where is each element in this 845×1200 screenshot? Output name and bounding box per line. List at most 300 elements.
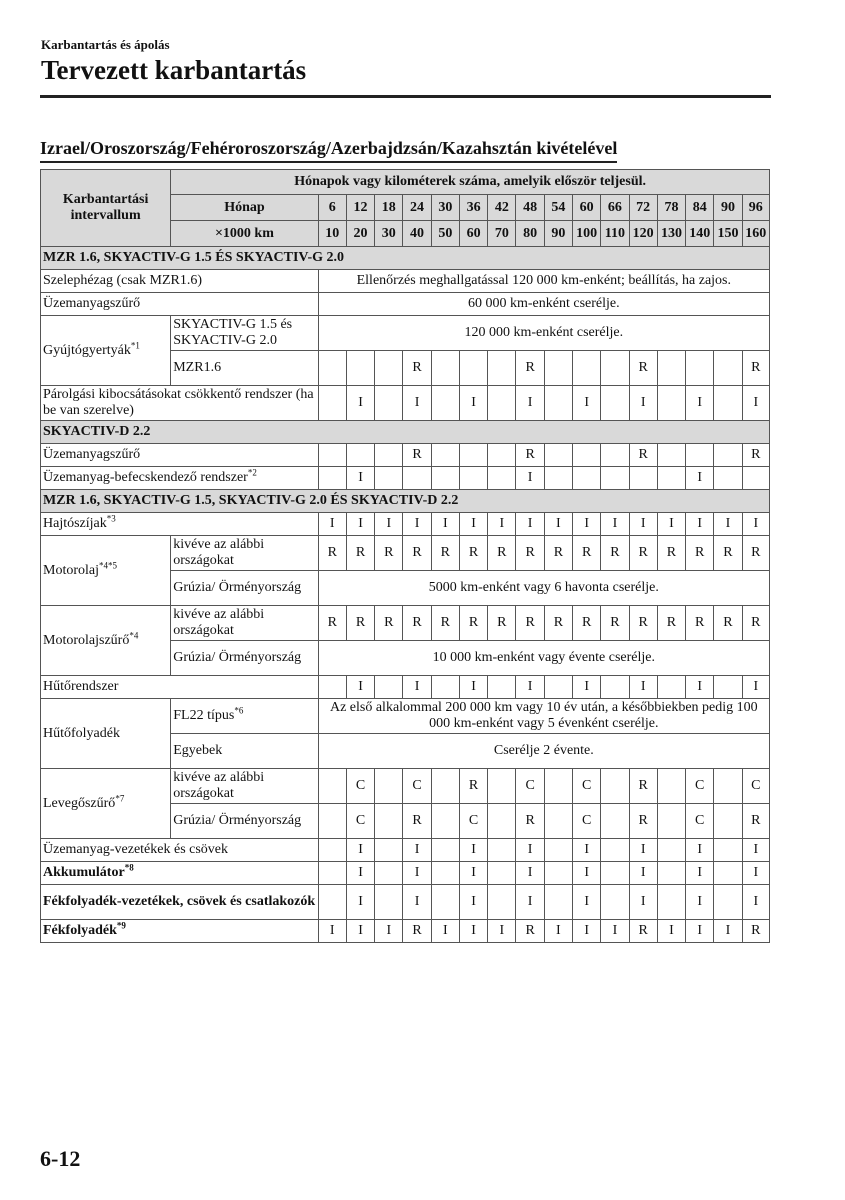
schedule-cell: I — [742, 676, 769, 699]
km-value: 130 — [657, 221, 685, 247]
schedule-cell: I — [431, 513, 459, 536]
schedule-cell: I — [403, 513, 431, 536]
km-value: 90 — [544, 221, 572, 247]
schedule-cell — [544, 804, 572, 839]
item-sublabel-text: Grúzia/ Örményország — [173, 580, 302, 595]
schedule-cell: I — [488, 513, 516, 536]
group-title: SKYACTIV-D 2.2 — [41, 421, 770, 444]
schedule-cell — [318, 676, 346, 699]
schedule-cell — [375, 804, 403, 839]
km-value: 10 — [318, 221, 346, 247]
table-row — [41, 513, 770, 536]
schedule-cell — [431, 839, 459, 862]
item-label — [41, 536, 171, 606]
item-sublabel-text: kivéve az alábbi országokat — [173, 607, 265, 638]
schedule-cell — [488, 444, 516, 467]
item-label — [41, 885, 319, 920]
item-label — [41, 606, 171, 676]
schedule-cell — [714, 862, 742, 885]
schedule-cell: I — [742, 386, 769, 421]
schedule-cell: I — [573, 839, 601, 862]
item-sublabel-text: FL22 típus — [173, 708, 235, 723]
schedule-cell — [346, 444, 374, 467]
schedule-cell: I — [459, 386, 487, 421]
schedule-cell: I — [544, 920, 572, 943]
schedule-cell: R — [629, 606, 657, 641]
table-row — [41, 839, 770, 862]
schedule-cell: I — [459, 920, 487, 943]
table-row — [41, 885, 770, 920]
schedule-cell — [686, 351, 714, 386]
item-label-text: Levegőszűrő — [43, 795, 116, 811]
months-label: Hónap — [171, 195, 318, 221]
schedule-cell: R — [403, 606, 431, 641]
schedule-cell: I — [629, 839, 657, 862]
schedule-cell: R — [516, 444, 544, 467]
schedule-cell: C — [686, 769, 714, 804]
schedule-cell — [657, 467, 685, 490]
schedule-cell: R — [686, 536, 714, 571]
schedule-cell: R — [573, 536, 601, 571]
schedule-cell: C — [346, 769, 374, 804]
item-label-text: Hűtőfolyadék — [43, 725, 120, 741]
schedule-cell — [544, 862, 572, 885]
schedule-cell — [318, 839, 346, 862]
schedule-cell: R — [544, 606, 572, 641]
schedule-cell — [431, 444, 459, 467]
schedule-cell: I — [601, 920, 629, 943]
schedule-cell — [742, 467, 769, 490]
schedule-cell: I — [573, 676, 601, 699]
header-row-caption — [41, 170, 770, 195]
schedule-cell — [375, 386, 403, 421]
schedule-cell — [629, 467, 657, 490]
schedule-cell: C — [346, 804, 374, 839]
item-sublabel — [171, 641, 318, 676]
schedule-cell: I — [573, 885, 601, 920]
item-sublabel — [171, 606, 318, 641]
schedule-cell — [601, 351, 629, 386]
schedule-cell — [573, 351, 601, 386]
schedule-cell: R — [714, 606, 742, 641]
schedule-cell: I — [714, 920, 742, 943]
item-label — [41, 293, 319, 316]
page-title: Tervezett karbantartás — [41, 55, 307, 85]
schedule-cell: R — [629, 769, 657, 804]
schedule-cell — [544, 444, 572, 467]
month-value: 66 — [601, 195, 629, 221]
schedule-cell: C — [573, 804, 601, 839]
item-label-text: Gyújtógyertyák — [43, 342, 131, 358]
item-sublabel — [171, 699, 318, 734]
item-sublabel — [171, 734, 318, 769]
schedule-cell: R — [488, 606, 516, 641]
table-row — [41, 699, 770, 734]
schedule-cell: I — [686, 676, 714, 699]
footnote-ref: *8 — [124, 862, 134, 873]
schedule-cell — [318, 804, 346, 839]
km-value: 60 — [459, 221, 487, 247]
km-value: 30 — [375, 221, 403, 247]
schedule-cell: I — [403, 862, 431, 885]
schedule-cell: I — [629, 885, 657, 920]
item-sublabel — [171, 769, 318, 804]
km-value: 120 — [629, 221, 657, 247]
schedule-cell: R — [629, 804, 657, 839]
month-value: 30 — [431, 195, 459, 221]
table-row — [41, 676, 770, 699]
schedule-cell: R — [459, 769, 487, 804]
schedule-cell: I — [686, 513, 714, 536]
km-value: 140 — [686, 221, 714, 247]
schedule-cell: I — [403, 386, 431, 421]
schedule-cell — [346, 351, 374, 386]
month-value: 6 — [318, 195, 346, 221]
schedule-cell — [714, 444, 742, 467]
schedule-cell — [431, 386, 459, 421]
item-sublabel — [171, 804, 318, 839]
schedule-cell: R — [544, 536, 572, 571]
item-sublabel-text: MZR1.6 — [173, 360, 222, 375]
schedule-cell — [318, 444, 346, 467]
schedule-cell: R — [629, 920, 657, 943]
schedule-cell: R — [657, 536, 685, 571]
schedule-cell — [714, 351, 742, 386]
schedule-cell — [488, 386, 516, 421]
schedule-cell: R — [403, 920, 431, 943]
schedule-cell: R — [657, 606, 685, 641]
schedule-cell — [544, 676, 572, 699]
km-value: 50 — [431, 221, 459, 247]
schedule-cell — [714, 467, 742, 490]
item-label-text: Motorolajszűrő — [43, 632, 130, 648]
schedule-cell: R — [318, 536, 346, 571]
schedule-cell: R — [601, 606, 629, 641]
schedule-cell: I — [544, 513, 572, 536]
month-value: 36 — [459, 195, 487, 221]
item-label-text: Fékfolyadék-vezetékek, csövek és csatlakozók — [43, 894, 316, 909]
schedule-cell — [375, 351, 403, 386]
schedule-cell — [601, 862, 629, 885]
schedule-cell: R — [516, 351, 544, 386]
item-label-text: Motorolaj — [43, 562, 99, 578]
schedule-cell — [431, 676, 459, 699]
schedule-cell — [544, 885, 572, 920]
schedule-cell — [431, 862, 459, 885]
group-row — [41, 247, 770, 270]
item-sublabel-text: kivéve az alábbi országokat — [173, 537, 265, 568]
item-sublabel — [171, 316, 318, 351]
table-row — [41, 467, 770, 490]
month-value: 60 — [573, 195, 601, 221]
schedule-cell: I — [629, 386, 657, 421]
schedule-cell — [488, 676, 516, 699]
item-sublabel-text: kivéve az alábbi országokat — [173, 770, 265, 801]
footnote-ref: *9 — [116, 920, 126, 931]
table-row — [41, 862, 770, 885]
interval-label: Karbantartási intervallum — [41, 170, 171, 247]
schedule-cell — [714, 676, 742, 699]
schedule-cell — [601, 839, 629, 862]
schedule-cell: I — [516, 885, 544, 920]
item-label-text: Üzemanyag-befecskendező rendszer — [43, 470, 248, 485]
schedule-cell: R — [516, 920, 544, 943]
schedule-cell — [375, 862, 403, 885]
item-label-text: Párolgási kibocsátásokat csökkentő rendszer (ha be van szerelve) — [43, 387, 314, 418]
item-sublabel — [171, 536, 318, 571]
item-sublabel-text: SKYACTIV-G 1.5 és SKYACTIV-G 2.0 — [173, 317, 293, 348]
group-title: MZR 1.6, SKYACTIV-G 1.5, SKYACTIV-G 2.0 ÉS SKYACTIV-D 2.2 — [41, 490, 770, 513]
month-value: 78 — [657, 195, 685, 221]
schedule-cell: I — [459, 513, 487, 536]
month-value: 12 — [346, 195, 374, 221]
schedule-cell: I — [629, 513, 657, 536]
table-row — [41, 270, 770, 293]
schedule-cell — [657, 444, 685, 467]
schedule-note: Cserélje 2 évente. — [318, 734, 769, 769]
table-row — [41, 386, 770, 421]
item-label — [41, 270, 319, 293]
item-label-text: Üzemanyag-vezetékek és csövek — [43, 842, 229, 857]
schedule-cell: I — [629, 862, 657, 885]
schedule-cell: I — [403, 885, 431, 920]
schedule-cell — [375, 676, 403, 699]
schedule-cell: I — [516, 862, 544, 885]
schedule-cell: I — [403, 839, 431, 862]
schedule-cell: I — [375, 920, 403, 943]
schedule-cell — [375, 839, 403, 862]
schedule-cell — [601, 804, 629, 839]
schedule-cell: I — [459, 885, 487, 920]
footnote-ref: *6 — [234, 705, 244, 716]
schedule-cell — [318, 467, 346, 490]
schedule-cell: I — [346, 676, 374, 699]
item-sublabel-text: Egyebek — [173, 743, 223, 758]
schedule-cell: R — [629, 536, 657, 571]
schedule-cell — [544, 351, 572, 386]
schedule-cell — [488, 839, 516, 862]
km-value: 40 — [403, 221, 431, 247]
schedule-cell — [431, 351, 459, 386]
item-sublabel-text: Grúzia/ Örményország — [173, 813, 302, 828]
schedule-cell: R — [742, 444, 769, 467]
schedule-cell: I — [459, 676, 487, 699]
schedule-cell: R — [431, 606, 459, 641]
schedule-cell: R — [742, 606, 769, 641]
schedule-cell — [318, 386, 346, 421]
schedule-cell: C — [573, 769, 601, 804]
schedule-cell — [657, 885, 685, 920]
schedule-cell: R — [403, 351, 431, 386]
item-label-text: Hajtószíjak — [43, 516, 107, 531]
item-sublabel — [171, 571, 318, 606]
item-label — [41, 862, 319, 885]
schedule-cell — [544, 839, 572, 862]
item-label — [41, 839, 319, 862]
schedule-cell — [714, 839, 742, 862]
schedule-cell: I — [686, 839, 714, 862]
schedule-cell — [375, 769, 403, 804]
schedule-cell — [318, 885, 346, 920]
item-sublabel — [171, 351, 318, 386]
schedule-cell: C — [403, 769, 431, 804]
month-value: 72 — [629, 195, 657, 221]
km-value: 100 — [573, 221, 601, 247]
schedule-cell: I — [346, 513, 374, 536]
schedule-cell — [544, 769, 572, 804]
schedule-cell: R — [714, 536, 742, 571]
schedule-cell: I — [573, 386, 601, 421]
schedule-cell: I — [657, 920, 685, 943]
schedule-cell: R — [516, 606, 544, 641]
footnote-ref: *7 — [115, 792, 125, 803]
schedule-cell: I — [516, 513, 544, 536]
schedule-cell — [714, 769, 742, 804]
schedule-cell: R — [431, 536, 459, 571]
schedule-cell — [544, 386, 572, 421]
schedule-note: 10 000 km-enként vagy évente cserélje. — [318, 641, 769, 676]
title-rule — [40, 95, 771, 98]
schedule-cell — [601, 885, 629, 920]
schedule-cell — [488, 804, 516, 839]
schedule-cell: R — [742, 920, 769, 943]
schedule-cell — [657, 386, 685, 421]
schedule-cell: R — [403, 536, 431, 571]
item-label — [41, 769, 171, 839]
schedule-cell: I — [742, 885, 769, 920]
km-label: ×1000 km — [171, 221, 318, 247]
schedule-cell: I — [573, 920, 601, 943]
schedule-cell — [375, 467, 403, 490]
group-title: MZR 1.6, SKYACTIV-G 1.5 ÉS SKYACTIV-G 2.0 — [41, 247, 770, 270]
schedule-cell: I — [629, 676, 657, 699]
schedule-cell: I — [714, 513, 742, 536]
schedule-cell — [573, 467, 601, 490]
schedule-cell: I — [686, 467, 714, 490]
schedule-cell — [459, 444, 487, 467]
schedule-cell — [318, 769, 346, 804]
schedule-cell: I — [686, 386, 714, 421]
schedule-cell: R — [629, 351, 657, 386]
schedule-cell: R — [346, 606, 374, 641]
schedule-cell: I — [346, 920, 374, 943]
table-row — [41, 606, 770, 641]
month-value: 84 — [686, 195, 714, 221]
schedule-cell — [714, 885, 742, 920]
schedule-cell — [459, 351, 487, 386]
item-label-text: Fékfolyadék — [43, 923, 117, 938]
schedule-note: Ellenőrzés meghallgatással 120 000 km-enként; beállítás, ha zajos. — [318, 270, 769, 293]
schedule-cell: I — [516, 839, 544, 862]
schedule-cell: C — [459, 804, 487, 839]
schedule-cell: I — [601, 513, 629, 536]
item-label-text: Akkumulátor — [43, 865, 125, 880]
schedule-cell: I — [459, 839, 487, 862]
schedule-cell — [657, 804, 685, 839]
item-label — [41, 676, 319, 699]
schedule-cell — [488, 769, 516, 804]
schedule-cell: C — [686, 804, 714, 839]
schedule-cell: R — [346, 536, 374, 571]
schedule-cell — [657, 839, 685, 862]
schedule-cell — [431, 885, 459, 920]
table-row — [41, 769, 770, 804]
schedule-cell — [714, 804, 742, 839]
schedule-cell — [403, 467, 431, 490]
schedule-cell: R — [742, 536, 769, 571]
schedule-cell — [714, 386, 742, 421]
schedule-cell: I — [431, 920, 459, 943]
schedule-cell: R — [629, 444, 657, 467]
schedule-cell: I — [573, 862, 601, 885]
schedule-cell — [318, 862, 346, 885]
item-label-text: Üzemanyagszűrő — [43, 296, 141, 311]
month-value: 96 — [742, 195, 769, 221]
km-value: 20 — [346, 221, 374, 247]
schedule-cell: R — [601, 536, 629, 571]
schedule-cell — [601, 444, 629, 467]
group-row — [41, 421, 770, 444]
maintenance-table — [40, 169, 770, 943]
schedule-cell: I — [459, 862, 487, 885]
km-value: 150 — [714, 221, 742, 247]
schedule-cell — [488, 351, 516, 386]
schedule-cell — [431, 769, 459, 804]
schedule-cell — [657, 862, 685, 885]
section-label: Karbantartás és ápolás — [41, 37, 170, 52]
schedule-cell: R — [573, 606, 601, 641]
item-label — [41, 920, 319, 943]
schedule-cell — [318, 351, 346, 386]
month-value: 18 — [375, 195, 403, 221]
schedule-cell: I — [346, 386, 374, 421]
schedule-cell: R — [459, 606, 487, 641]
schedule-cell: I — [346, 885, 374, 920]
schedule-cell — [431, 467, 459, 490]
schedule-cell — [657, 769, 685, 804]
item-label — [41, 467, 319, 490]
schedule-cell: I — [375, 513, 403, 536]
schedule-cell: I — [686, 862, 714, 885]
schedule-cell: I — [742, 839, 769, 862]
item-label — [41, 386, 319, 421]
schedule-note: 60 000 km-enként cserélje. — [318, 293, 769, 316]
schedule-cell — [573, 444, 601, 467]
schedule-note: Az első alkalommal 200 000 km vagy 10 év után, a későbbiekben pedig 100 000 km-enként vagy 5 évenként cserélje. — [318, 699, 769, 734]
schedule-cell: R — [686, 606, 714, 641]
schedule-cell: I — [742, 513, 769, 536]
schedule-cell — [488, 467, 516, 490]
schedule-note: 5000 km-enként vagy 6 havonta cserélje. — [318, 571, 769, 606]
schedule-cell: R — [516, 536, 544, 571]
item-label — [41, 699, 171, 769]
item-sublabel-text: Grúzia/ Örményország — [173, 650, 302, 665]
km-value: 160 — [742, 221, 769, 247]
schedule-cell: R — [459, 536, 487, 571]
schedule-cell — [544, 467, 572, 490]
item-label-text: Szelephézag (csak MZR1.6) — [43, 273, 202, 288]
item-label-text: Üzemanyagszűrő — [43, 447, 141, 462]
footnote-ref: *1 — [130, 339, 140, 350]
table-row — [41, 920, 770, 943]
schedule-cell — [601, 769, 629, 804]
page-number: 6-12 — [40, 1146, 81, 1171]
month-value: 90 — [714, 195, 742, 221]
schedule-cell — [686, 444, 714, 467]
table-caption: Hónapok vagy kilométerek száma, amelyik először teljesül. — [171, 170, 770, 195]
schedule-cell: I — [686, 885, 714, 920]
schedule-cell: R — [742, 351, 769, 386]
